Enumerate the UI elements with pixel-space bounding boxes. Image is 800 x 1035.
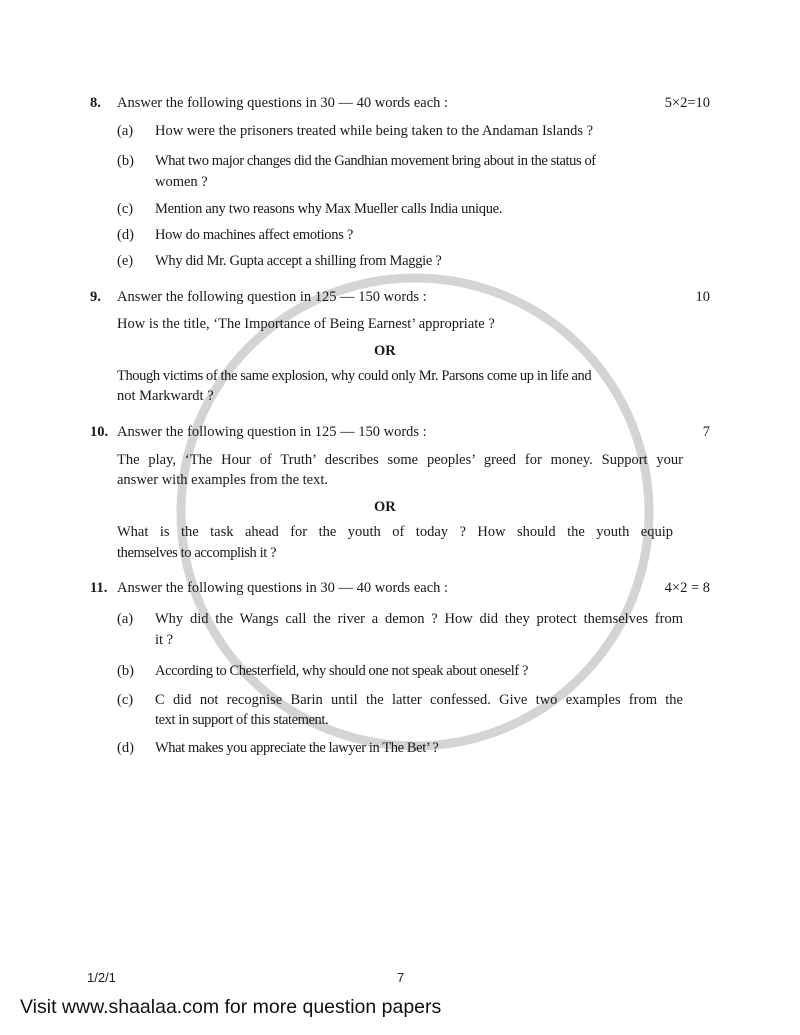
part-text: women ? — [155, 174, 208, 190]
question-prompt: Answer the following question in 125 — 150 words : — [117, 424, 427, 440]
part-text: What makes you appreciate the lawyer in The Bet’ ? — [155, 740, 439, 756]
question-number: 9. — [90, 289, 101, 305]
part-label: (d) — [117, 227, 134, 243]
question-prompt: Answer the following questions in 30 — 40 words each : — [117, 580, 449, 596]
part-text: How do machines affect emotions ? — [155, 227, 354, 243]
option-text: Though victims of the same explosion, why could only Mr. Parsons come up in life and — [117, 368, 592, 384]
part-text: What two major changes did the Gandhian movement bring about in the status of — [155, 153, 596, 169]
visit-link[interactable]: Visit www.shaalaa.com for more question papers — [20, 996, 442, 1018]
question-marks: 5×2=10 — [664, 95, 710, 111]
question-number: 10. — [90, 424, 109, 440]
part-label: (c) — [117, 692, 134, 708]
part-text: it ? — [155, 632, 174, 648]
part-text: Why did the Wangs call the river a demon ? How did they protect themselves from — [155, 611, 683, 627]
option-text: How is the title, ‘The Importance of Being Earnest’ appropriate ? — [117, 316, 495, 332]
part-label: (b) — [117, 153, 134, 169]
part-label: (a) — [117, 123, 134, 139]
paper-code: 1/2/1 — [87, 970, 116, 985]
question-prompt: Answer the following questions in 30 — 40 words each : — [117, 95, 449, 111]
question-number: 11. — [90, 580, 108, 596]
part-text: C did not recognise Barin until the latter confessed. Give two examples from the — [155, 692, 683, 708]
option-text: not Markwardt ? — [117, 388, 214, 404]
part-text: Why did Mr. Gupta accept a shilling from Maggie ? — [155, 253, 442, 269]
part-label: (e) — [117, 253, 134, 269]
or-separator: OR — [374, 499, 396, 515]
part-text: text in support of this statement. — [155, 712, 329, 728]
question-marks: 10 — [695, 289, 710, 305]
part-text: How were the prisoners treated while being taken to the Andaman Islands ? — [155, 123, 594, 139]
question-marks: 4×2 = 8 — [664, 580, 710, 596]
part-label: (d) — [117, 740, 134, 756]
option-text: The play, ‘The Hour of Truth’ describes some peoples’ greed for money. Support your — [117, 452, 683, 468]
part-text: Mention any two reasons why Max Mueller calls India unique. — [155, 201, 503, 217]
part-text: According to Chesterfield, why should one not speak about oneself ? — [155, 663, 529, 679]
question-marks: 7 — [702, 424, 710, 440]
or-separator: OR — [374, 343, 396, 359]
option-text: What is the task ahead for the youth of today ? How should the youth equip — [117, 524, 673, 540]
part-label: (b) — [117, 663, 134, 679]
option-text: answer with examples from the text. — [117, 472, 328, 488]
page-number: 7 — [397, 970, 405, 985]
question-number: 8. — [90, 95, 101, 111]
question-prompt: Answer the following question in 125 — 150 words : — [117, 289, 427, 305]
option-text: themselves to accomplish it ? — [117, 545, 277, 561]
part-label: (c) — [117, 201, 134, 217]
part-label: (a) — [117, 611, 134, 627]
